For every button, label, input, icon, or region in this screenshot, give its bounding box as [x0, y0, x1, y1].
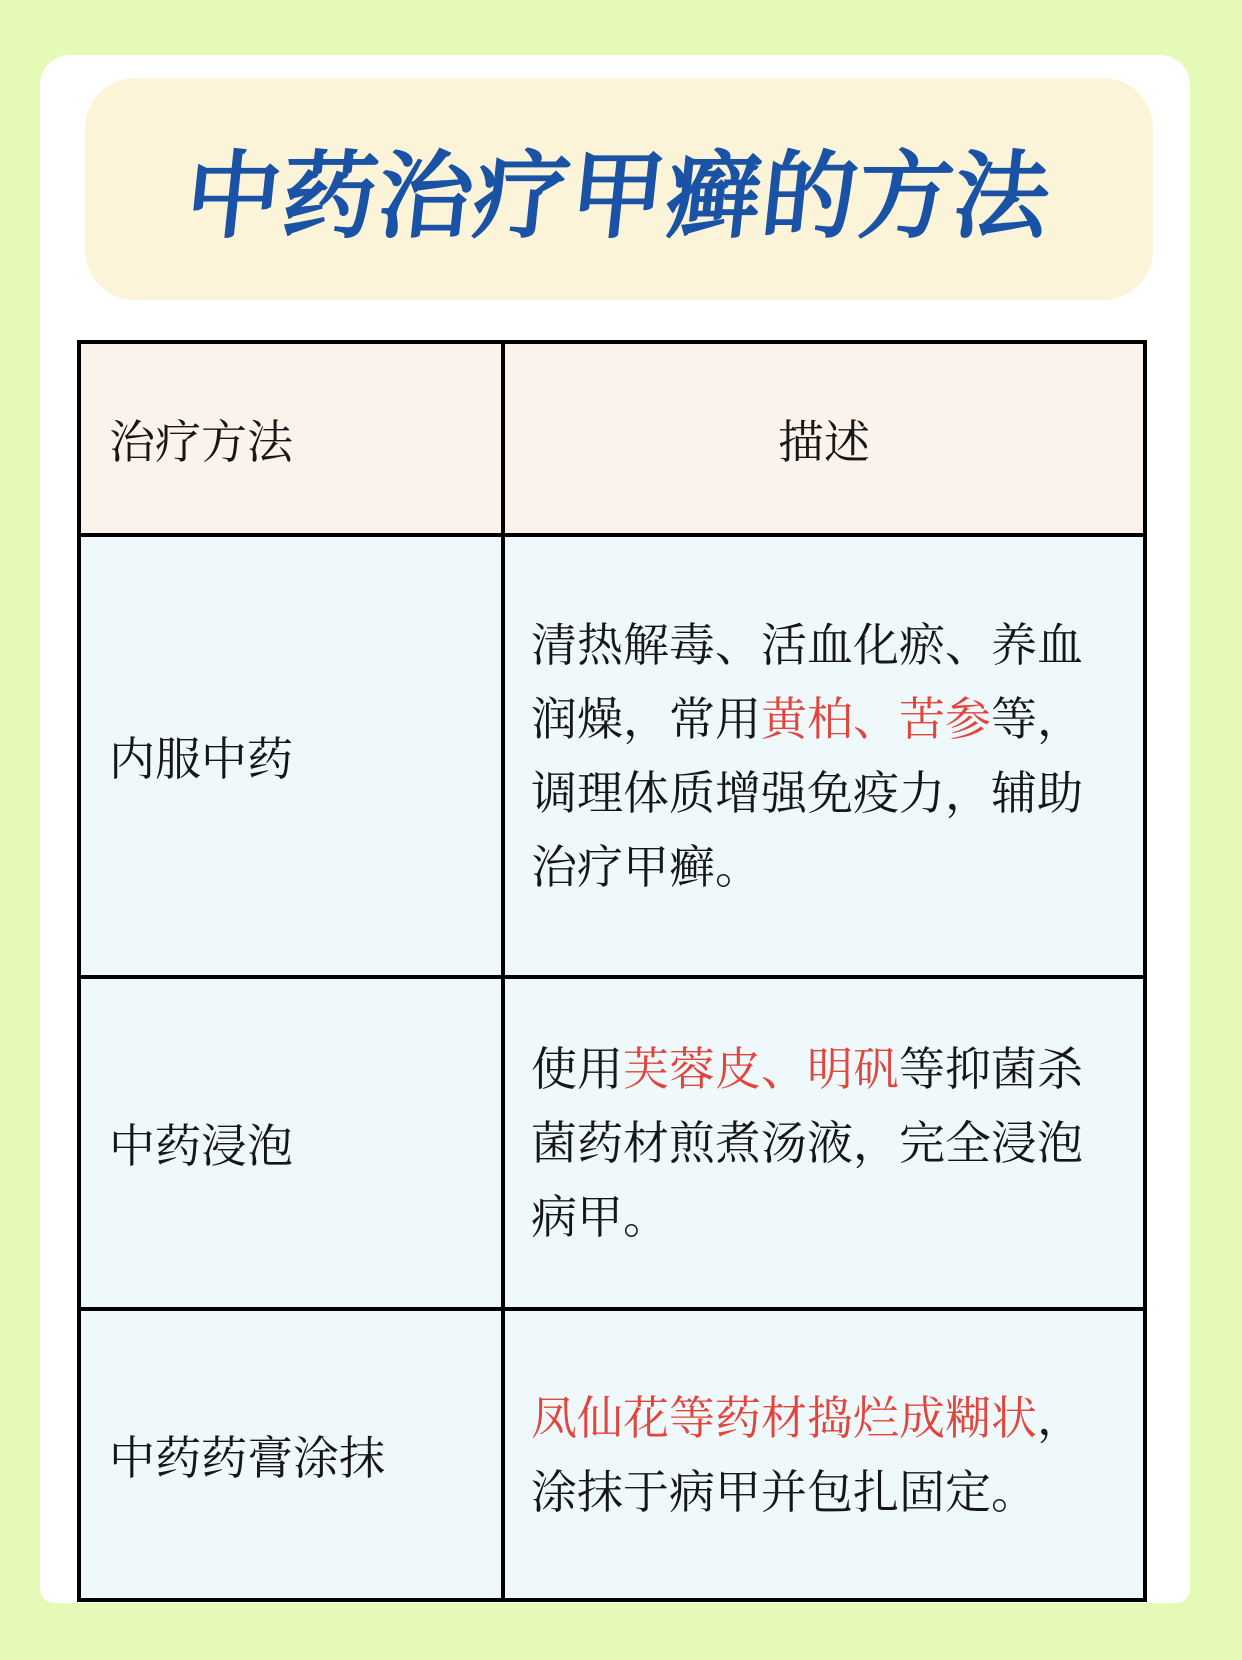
title-banner	[85, 78, 1153, 300]
highlighted-term: 芙蓉皮、明矾	[623, 1043, 899, 1095]
description-segment: 使用	[531, 1043, 623, 1095]
table-row	[79, 1309, 1145, 1600]
description-segment: 清热解毒、活血化瘀、养血润燥，常用	[531, 619, 1083, 745]
description-segment: ，涂抹于病甲并包扎固定。	[531, 1391, 1083, 1518]
table-row	[79, 977, 1145, 1309]
description-segment: 等，调理体质增强免疫力，辅助治疗甲癣。	[531, 693, 1083, 893]
table-row	[79, 535, 1145, 977]
content-card	[40, 55, 1190, 1603]
table-body	[79, 535, 1145, 1600]
description-segment: 等抑菌杀菌药材煎煮汤液，完全浸泡病甲。	[531, 1043, 1083, 1243]
description-cell	[503, 1309, 1145, 1600]
method-cell: 内服中药	[79, 535, 503, 977]
highlighted-term: 黄柏、苦参	[761, 693, 991, 745]
page-title: 中药治疗甲癣的方法	[180, 144, 1056, 250]
treatment-table	[77, 340, 1147, 1602]
column-header-description: 描述	[503, 342, 1145, 535]
table-header	[79, 342, 1145, 535]
description-cell	[503, 535, 1145, 977]
method-cell: 中药浸泡	[79, 977, 503, 1309]
table-header-row	[79, 342, 1145, 535]
method-cell: 中药药膏涂抹	[79, 1309, 503, 1600]
highlighted-term: 凤仙花等药材捣烂成糊状	[531, 1391, 1037, 1444]
column-header-method: 治疗方法	[79, 342, 503, 535]
description-cell	[503, 977, 1145, 1309]
